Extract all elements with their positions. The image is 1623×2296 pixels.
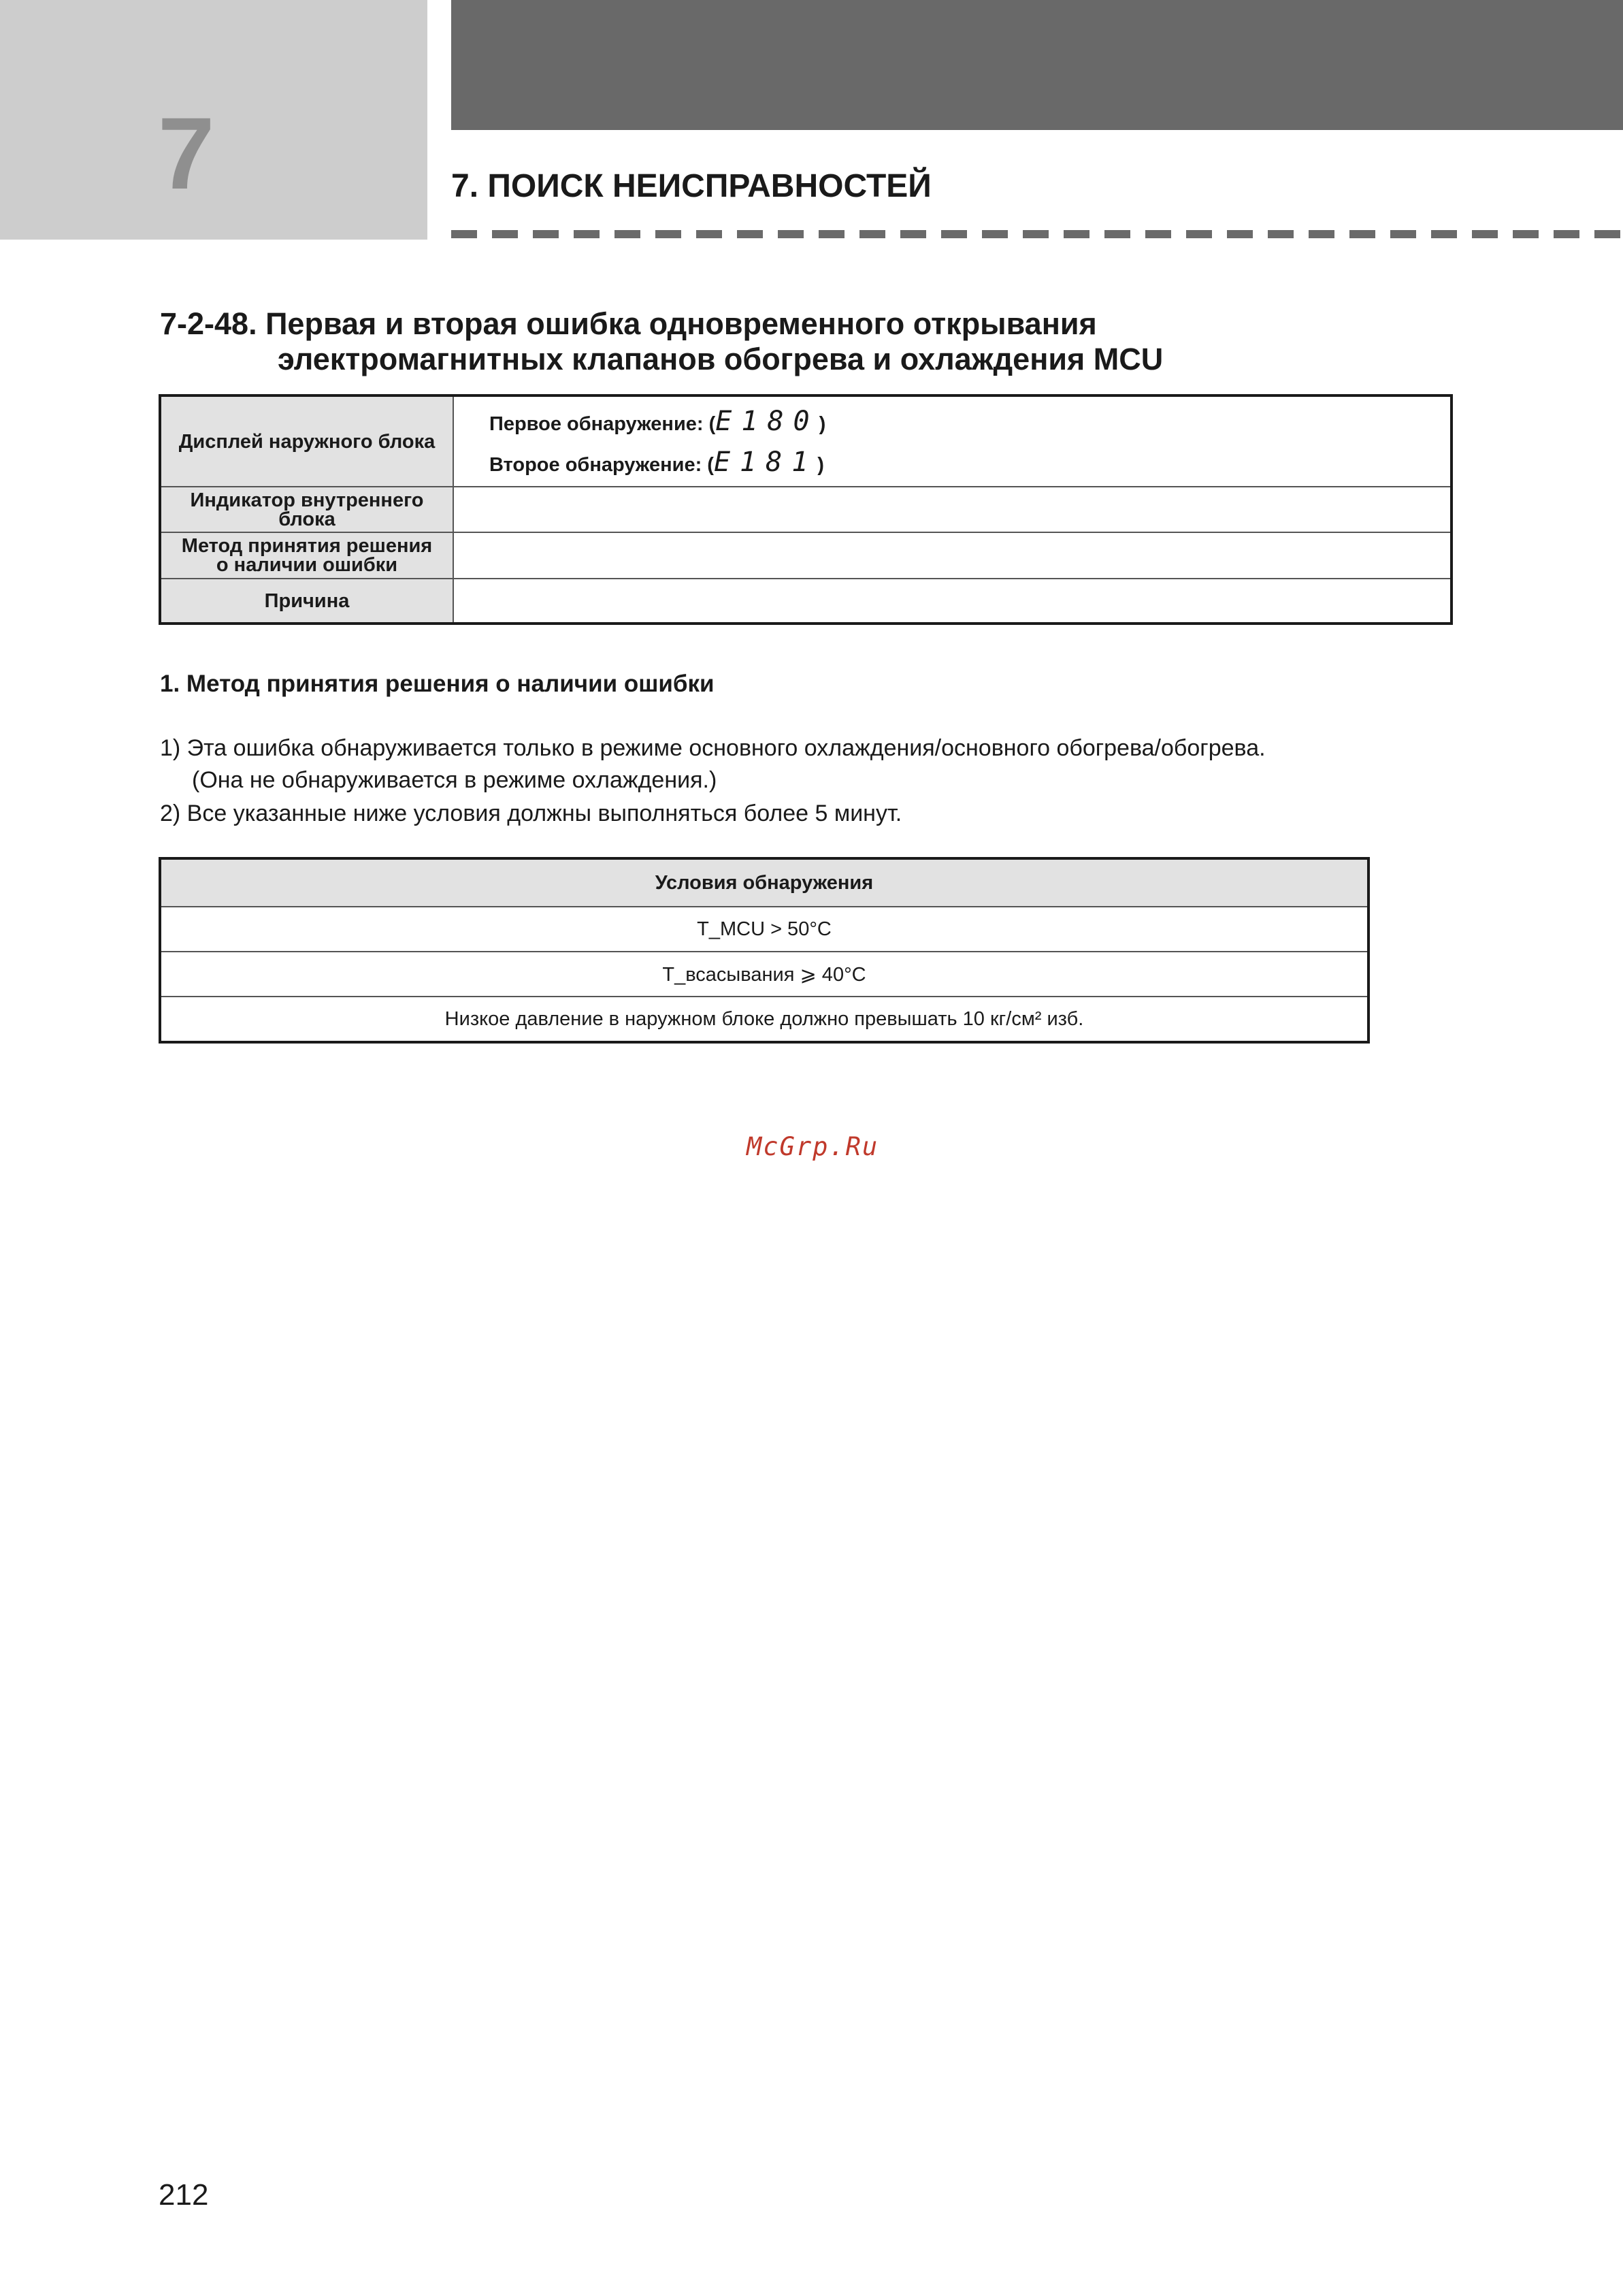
method-line-1: 1) Эта ошибка обнаруживается только в режиме основного охлаждения/основного обогрева/обогрева.: [160, 735, 1266, 761]
chapter-title: 7. ПОИСК НЕИСПРАВНОСТЕЙ: [451, 168, 932, 204]
method-heading: 1. Метод принятия решения о наличии ошибки: [160, 670, 715, 697]
second-detection-label: Второе обнаружение: (: [489, 453, 714, 476]
header-dashed-divider: [451, 230, 1623, 238]
first-detection-code: E180: [715, 405, 819, 437]
error-info-table: [159, 394, 1453, 625]
decision-method-value: [453, 532, 1452, 579]
outdoor-display-value: [453, 395, 1452, 487]
table-row: [160, 395, 1452, 487]
section-title: [160, 306, 1163, 377]
section-title-line2: электромагнитных клапанов обогрева и охлаждения MCU: [278, 342, 1164, 376]
outdoor-display-label: Дисплей наружного блока: [160, 395, 453, 487]
close-paren: ): [817, 453, 824, 476]
first-detection: [454, 401, 1450, 442]
table-row: [160, 858, 1368, 907]
page-number: 212: [159, 2178, 209, 2212]
decision-method-label: [160, 532, 453, 579]
table-row: [160, 952, 1368, 997]
condition-mcu-temp: T_MCU > 50°C: [160, 907, 1368, 952]
first-detection-label: Первое обнаружение: (: [489, 413, 716, 435]
indoor-indicator-value: [453, 487, 1452, 532]
table-row: [160, 579, 1452, 624]
method-line-2: (Она не обнаруживается в режиме охлаждения.): [192, 767, 717, 793]
second-detection-code: E181: [713, 446, 818, 478]
indoor-indicator-label: Индикатор внутреннего блока: [160, 487, 453, 532]
detection-conditions-table: [159, 857, 1370, 1044]
section-title-line1: 7-2-48. Первая и вторая ошибка одновременного открывания: [160, 306, 1097, 341]
chapter-number: 7: [158, 96, 215, 210]
header-bar: [451, 0, 1623, 130]
method-line-3: 2) Все указанные ниже условия должны выполняться более 5 минут.: [160, 801, 902, 826]
cause-value: [453, 579, 1452, 624]
condition-suction-temp: T_всасывания ⩾ 40°C: [160, 952, 1368, 997]
condition-low-pressure: Низкое давление в наружном блоке должно превышать 10 кг/см² изб.: [160, 997, 1368, 1042]
watermark: McGrp.Ru: [747, 1132, 879, 1161]
close-paren: ): [819, 413, 826, 435]
decision-method-label-line2: о наличии ошибки: [216, 554, 398, 576]
table-row: [160, 487, 1452, 532]
conditions-header: Условия обнаружения: [160, 858, 1368, 907]
table-row: [160, 532, 1452, 579]
cause-label: Причина: [160, 579, 453, 624]
table-row: [160, 997, 1368, 1042]
decision-method-label-line1: Метод принятия решения: [181, 535, 433, 557]
second-detection: [454, 442, 1450, 483]
table-row: [160, 907, 1368, 952]
